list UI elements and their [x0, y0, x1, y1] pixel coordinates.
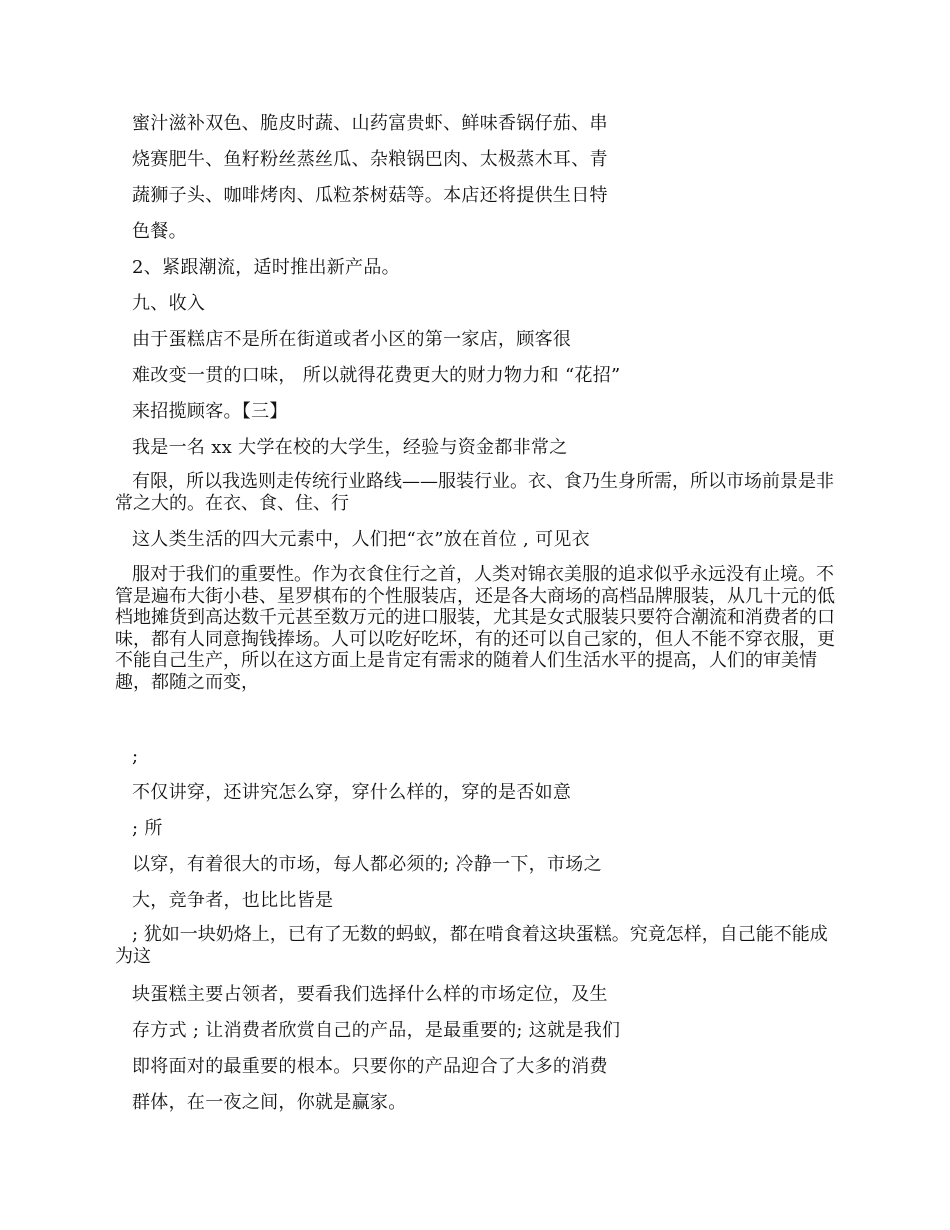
text-line: 这人类生活的四大元素中，人们把“衣”放在首位 , 可见衣	[132, 529, 590, 550]
text-line: ;	[132, 746, 139, 767]
text-line: 大，竞争者，也比比皆是	[132, 890, 334, 911]
text-line: 以穿，有着很大的市场，每人都必须的; 冷静一下，市场之	[132, 854, 602, 875]
text-line: 蜜汁滋补双色、脆皮时蔬、山药富贵虾、鲜味香锅仔茄、串	[132, 113, 608, 134]
text-line: 块蛋糕主要占领者，要看我们选择什么样的市场定位，及生	[132, 984, 608, 1005]
text-line: 2、紧跟潮流，适时推出新产品。	[132, 257, 400, 278]
paragraph: 有限，所以我选则走传统行业路线——服装行业。衣、食乃生身所需，所以市场前景是非常之大的。在衣、食、住、行	[115, 471, 834, 514]
text-line: 烧赛肥牛、鱼籽粉丝蒸丝瓜、杂粮锅巴肉、太极蒸木耳、青	[132, 149, 608, 170]
section-heading: 九、收入	[132, 293, 206, 314]
text-line: 由于蛋糕店不是所在街道或者小区的第一家店，顾客很	[132, 329, 572, 350]
text-line: 蔬狮子头、咖啡烤肉、瓜粒茶树菇等。本店还将提供生日特	[132, 185, 608, 206]
text-line: 难改变一贯的口味， 所以就得花费更大的财力物力和 “花招”	[132, 365, 621, 386]
paragraph: 服对于我们的重要性。作为衣食住行之首，人类对锦衣美服的追求似乎永远没有止境。不管是遍布大街小巷、星罗棋布的个性服装店，还是各大商场的高档品牌服装，从几十元的低档地摊货到高达数千元甚至数万元的进口服装，尤其是女式服装只要符合潮流和消费者的口味，都有人同意掏钱捧场。人可以吃好吃坏，有的还可以自己家的，但人不能不穿衣服，更不能自己生产，所以在这方面上是肯定有需求的随着人们生活水平的提高，人们的审美情趣，都随之而变，	[115, 564, 835, 693]
text-line: 不仅讲穿，还讲究怎么穿，穿什么样的，穿的是否如意	[132, 782, 572, 803]
paragraph: ; 犹如一块奶烙上，已有了无数的蚂蚁，都在啃食着这块蛋糕。究竟怎样，自己能不能成为这	[115, 924, 828, 967]
text-line: 群体，在一夜之间，你就是赢家。	[132, 1092, 407, 1113]
text-line: 即将面对的最重要的根本。只要你的产品迎合了大多的消费	[132, 1056, 608, 1077]
text-line: ; 所	[132, 818, 163, 839]
text-line: 存方式 ; 让消费者欣赏自己的产品，是最重要的; 这就是我们	[132, 1020, 621, 1041]
text-line: 来招揽顾客。【三】	[132, 401, 288, 422]
text-line: 我是一名 xx 大学在校的大学生，经验与资金都非常之	[132, 437, 568, 458]
text-line: 色餐。	[132, 221, 187, 242]
